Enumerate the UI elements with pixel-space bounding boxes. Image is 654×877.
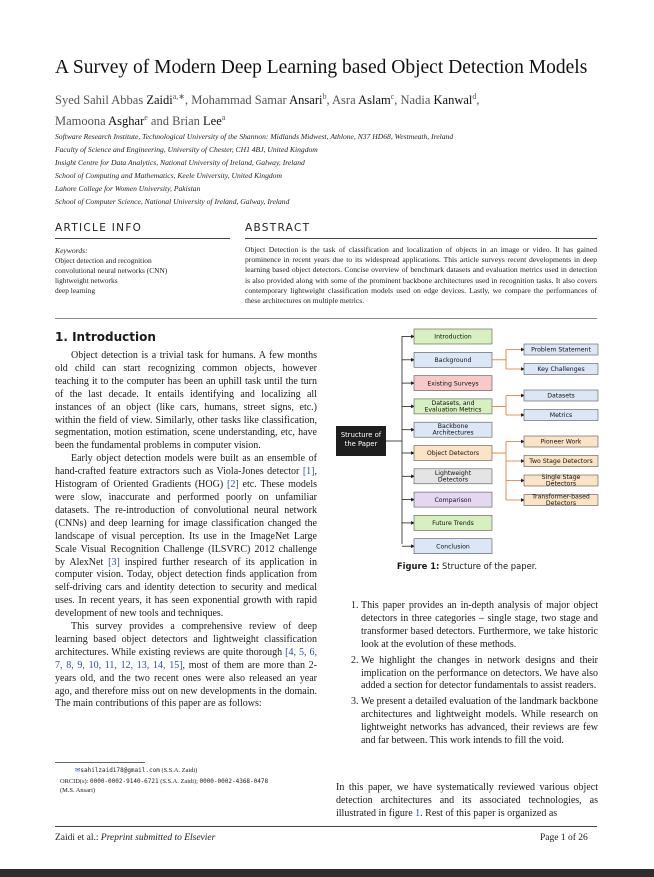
diagram-node-label: Existing Surveys [427, 380, 479, 388]
affiliation-c: Insight Centre for Data Analytics, National University of Ireland, Galway, Ireland [55, 158, 305, 167]
header-rule-bottom [55, 318, 597, 319]
affiliation-b: Faculty of Science and Engineering, University of Chester, CH1 4BJ, United Kingdom [55, 145, 318, 154]
contributions-list [336, 600, 598, 751]
diagram-child-label: Single Stage Detectors [541, 474, 581, 488]
affiliation-f: School of Computer Science, National University of Ireland, Galway, Ireland [55, 197, 290, 206]
footnote-rule [55, 762, 145, 763]
figure-caption: Figure 1: Structure of the paper. [396, 561, 538, 571]
citation-link[interactable]: [2] [227, 479, 239, 491]
article-info-rule [55, 238, 230, 239]
affiliation-d: School of Computing and Mathematics, Keele University, United Kingdom [55, 171, 282, 180]
keyword-item: deep learning [55, 286, 96, 295]
keywords-label: Keywords: [55, 246, 88, 255]
diagram-root-label: Structure of the Paper [340, 431, 382, 448]
footer-left: Zaidi et al.: Preprint submitted to Elsevier [55, 833, 216, 843]
footnote-email[interactable]: sahilzaidi78@gmail.com [80, 767, 160, 774]
diagram-node-label: Lightweight Detectors [434, 469, 472, 484]
section-heading-introduction: 1. Introduction [55, 330, 156, 344]
orcid-id[interactable]: 0000-0002-9140-6721 [90, 778, 159, 785]
diagram-node-label: Comparison [434, 496, 472, 504]
author-5: Mamoona Asghar$^e$ [55, 113, 148, 129]
diagram-node-label: Background [434, 357, 472, 364]
author-3: Asra Aslam$^c$, [332, 92, 398, 108]
diagram-node-label: Backbone Architectures [432, 423, 474, 437]
page-number: Page 1 of 26 [540, 833, 588, 843]
keyword-item: lightweight networks [55, 276, 118, 285]
author-1: Syed Sahil Abbas Zaidi$^{a,∗}$, [55, 92, 189, 108]
diagram-child-label: Two Stage Detectors [529, 458, 593, 466]
contribution-item: 1. This paper provides an in-depth analysis of major object detectors in three categories – single stage, two stage and transformer based detectors. Furthermore, we take historic look at the evolution of these methods. [361, 600, 598, 652]
citation-link[interactable]: [1] [302, 466, 315, 478]
abstract-text: Object Detection is the task of classification and localization of objects in an image or video. It has gained prominence in recent years due to its widespread applications. This article surveys recent developments in deep learning based object detectors. Concise overview of benchmark datasets and evaluation metrics used in detection is also provided along with some of the prominent backbone architectures used in recognition tasks. It also covers contemporary lightweight classification models used on edge devices. Lastly, we compare the performances of these architectures on multiple metrics. [245, 245, 597, 306]
diagram-node-label: Future Trends [432, 520, 474, 528]
footer-rule [55, 826, 597, 827]
abstract-heading: ABSTRACT [245, 222, 311, 234]
diagram-child-label: Pioneer Work [540, 438, 582, 446]
contribution-item: 3. We present a detailed evaluation of the landmark backbone architectures and lightweight models. While research on lightweight networks has advanced, their reviews are few and far between. This work intends to fill the void. [361, 696, 598, 748]
keyword-item: Object detection and recognition [55, 256, 152, 265]
author-6: Brian Lee$^a$ [172, 113, 226, 129]
diagram-child-label: Transformer-based Detectors [532, 493, 590, 507]
citation-link[interactable]: [3] [108, 556, 120, 568]
viewer-bottom-bar [0, 869, 654, 877]
affiliation-e: Lahore College for Women University, Pakistan [55, 184, 201, 193]
diagram-child-label: Datasets [547, 392, 575, 400]
abstract-rule-top [245, 238, 597, 239]
intro-paragraph-3: This survey provides a comprehensive review of deep learning based object detectors and lightweight classification architectures. While existing reviews are quite thorough [4, 5, 6, 7, 8, 9, 10, 11, 12, 13, 14, 15], most of them are more than 2-years old, and the two recent ones were also released an year ago, and therefore miss out on new developments in the domain. The main contributions of this paper are as follows: [55, 621, 317, 710]
diagram-child-label: Problem Statement [531, 346, 591, 354]
author-2: Mohammad Samar Ansari$^b$, [191, 92, 330, 108]
article-info-heading: ARTICLE INFO [55, 222, 143, 234]
intro-paragraph-1: Object detection is a trivial task for humans. A few months old child can start recognizing common objects, however teaching it to the computer has been an uphill task until the turn of the last decade. It entails identifying and localizing all instances of an object (like cars, humans, street signs, etc.) within the field of view. Similarly, other tasks like classification, segmentation, motion estimation, scene understanding, etc, have been the fundamental problems in computer vision. [55, 350, 317, 452]
author-4: Nadia Kanwal$^d$, [400, 92, 480, 108]
author-list: Syed Sahil Abbas Zaidi$^{a,∗}$, Mohammad Samar Ansari$^b$, Asra Aslam$^c$, Nadia Kanwal$^d$, Mamoona Asghar$^e$ and Brian Lee$^a$ [55, 92, 480, 129]
organization-paragraph: In this paper, we have systematically reviewed various object detection architectures and its associated technologies, as illustrated in figure 1. Rest of this paper is organized as [336, 782, 598, 819]
orcid-id[interactable]: 0000-0002-4368-0478 [199, 778, 269, 785]
intro-column [55, 350, 317, 711]
figure-ref-link[interactable]: 1 [415, 807, 421, 819]
structure-diagram [334, 326, 604, 556]
intro-paragraph-2: Early object detection models were built as an ensemble of hand-crafted feature extractors such as Viola-Jones detector [1], Histogram of Oriented Gradients (HOG) [2] etc. These models were slow, inaccurate and performed poorly on unfamiliar datasets. The re-introduction of convolutional neural network (CNNs) and deep learning for image classification changed the landscape of visual perception. Its use in the ImageNet Large Scale Visual Recognition Challenge (ILSVRC) 2012 challenge by AlexNet [3] inspired further research of its application in computer vision. Today, object detection finds application from self-driving cars and identity detection to security and medical uses. In recent years, it has seen exponential growth with rapid development of new tools and techniques. [55, 453, 317, 620]
affiliation-a: Software Research Institute, Technological University of the Shannon: Midlands Midwest, Athlone, N37 HD68, Westmeath, Ireland [55, 132, 454, 141]
diagram-node-label: Introduction [434, 333, 472, 341]
footnote-email-line: ✉sahilzaidi78@gmail.com (S.S.A. Zaidi) [75, 767, 198, 774]
diagram-child-label: Metrics [549, 412, 573, 420]
diagram-node-label: Datasets, and Evaluation Metrics [424, 399, 482, 414]
envelope-icon: ✉ [75, 767, 81, 774]
diagram-node-label: Object Detectors [426, 450, 480, 458]
diagram-node-label: Conclusion [436, 543, 470, 551]
keyword-item: convolutional neural networks (CNN) [55, 266, 168, 275]
citation-link[interactable]: [4, 5, 6, 7, 8, 9, 10, 11, 12, 13, 14, 15] [55, 646, 317, 671]
diagram-child-label: Key Challenges [537, 366, 585, 374]
footnote-orcid-line: ORCID(s): 0000-0002-9140-6721 (S.S.A. Zaidi); 0000-0002-4368-0478 (M.S. Ansari) [60, 778, 269, 794]
contribution-item: 2. We highlight the changes in network designs and their implication on the performance on detectors. We have also added a section for detector fundamentals to assist readers. [361, 655, 598, 694]
keyword-list [55, 256, 167, 296]
paper-title: A Survey of Modern Deep Learning based Object Detection Models [55, 57, 588, 78]
